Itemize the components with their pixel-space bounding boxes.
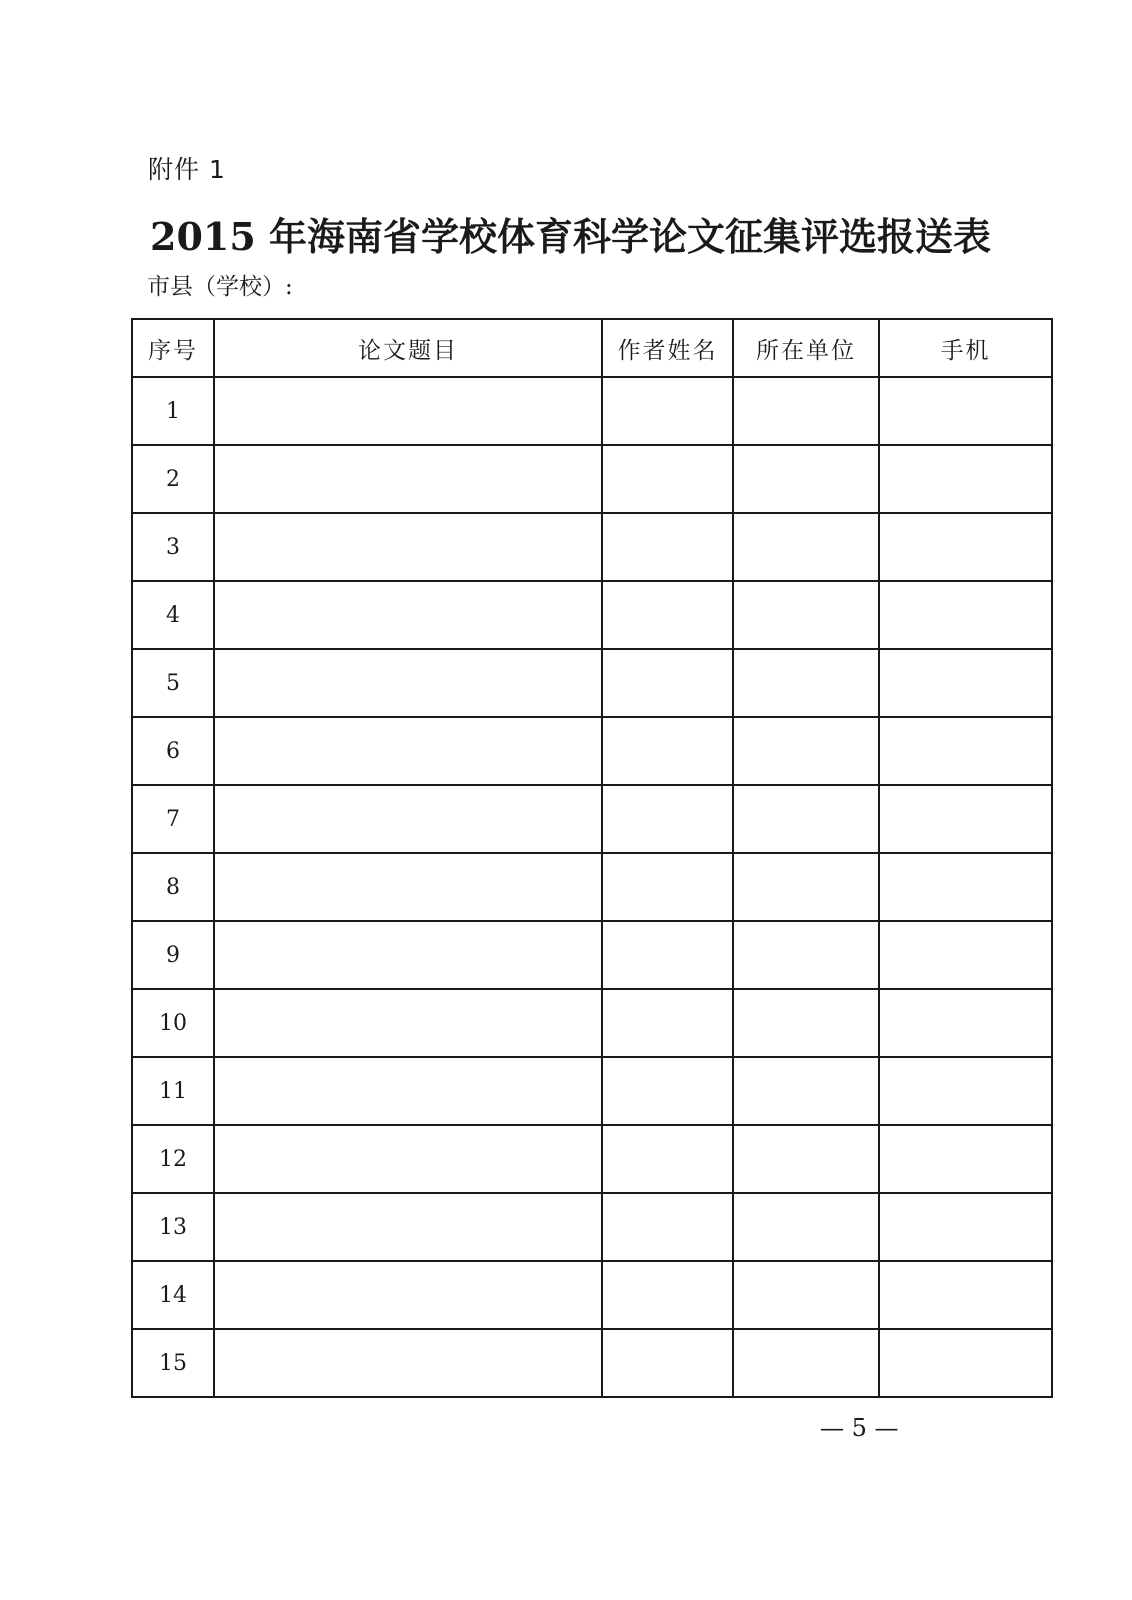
row-number: 13 bbox=[132, 1193, 214, 1261]
paper-title-cell[interactable] bbox=[214, 377, 602, 445]
author-name-cell[interactable] bbox=[602, 1125, 733, 1193]
phone-cell[interactable] bbox=[879, 1261, 1052, 1329]
table-row bbox=[132, 1261, 1052, 1329]
affiliation-cell[interactable] bbox=[733, 1057, 879, 1125]
affiliation-cell[interactable] bbox=[733, 513, 879, 581]
affiliation-cell[interactable] bbox=[733, 785, 879, 853]
author-name-cell[interactable] bbox=[602, 1193, 733, 1261]
paper-title-cell[interactable] bbox=[214, 1193, 602, 1261]
row-number: 8 bbox=[132, 853, 214, 921]
paper-title-cell[interactable] bbox=[214, 989, 602, 1057]
paper-title-cell[interactable] bbox=[214, 853, 602, 921]
author-name-cell[interactable] bbox=[602, 717, 733, 785]
table-row bbox=[132, 989, 1052, 1057]
phone-cell[interactable] bbox=[879, 717, 1052, 785]
table-row bbox=[132, 785, 1052, 853]
row-number: 6 bbox=[132, 717, 214, 785]
paper-title-cell[interactable] bbox=[214, 445, 602, 513]
phone-cell[interactable] bbox=[879, 921, 1052, 989]
table-row bbox=[132, 1329, 1052, 1397]
author-name-cell[interactable] bbox=[602, 1329, 733, 1397]
affiliation-cell[interactable] bbox=[733, 853, 879, 921]
table-header-row bbox=[132, 319, 1052, 377]
row-number: 7 bbox=[132, 785, 214, 853]
author-name-cell[interactable] bbox=[602, 853, 733, 921]
affiliation-cell[interactable] bbox=[733, 1329, 879, 1397]
affiliation-cell[interactable] bbox=[733, 1261, 879, 1329]
paper-title-cell[interactable] bbox=[214, 513, 602, 581]
header-index: 序号 bbox=[132, 319, 214, 377]
attachment-label: 附件 1 bbox=[148, 155, 226, 184]
author-name-cell[interactable] bbox=[602, 377, 733, 445]
affiliation-cell[interactable] bbox=[733, 1125, 879, 1193]
paper-title-cell[interactable] bbox=[214, 1057, 602, 1125]
phone-cell[interactable] bbox=[879, 1125, 1052, 1193]
author-name-cell[interactable] bbox=[602, 1261, 733, 1329]
phone-cell[interactable] bbox=[879, 853, 1052, 921]
phone-cell[interactable] bbox=[879, 785, 1052, 853]
author-name-cell[interactable] bbox=[602, 649, 733, 717]
paper-title-cell[interactable] bbox=[214, 1261, 602, 1329]
author-name-cell[interactable] bbox=[602, 445, 733, 513]
row-number: 3 bbox=[132, 513, 214, 581]
paper-title-cell[interactable] bbox=[214, 581, 602, 649]
row-number: 5 bbox=[132, 649, 214, 717]
row-number: 15 bbox=[132, 1329, 214, 1397]
header-phone: 手机 bbox=[879, 319, 1052, 377]
page-number: — 5 — bbox=[820, 1414, 899, 1442]
table-row bbox=[132, 921, 1052, 989]
row-number: 4 bbox=[132, 581, 214, 649]
author-name-cell[interactable] bbox=[602, 581, 733, 649]
table-body bbox=[132, 377, 1052, 1397]
paper-title-cell[interactable] bbox=[214, 649, 602, 717]
header-author-name: 作者姓名 bbox=[602, 319, 733, 377]
affiliation-cell[interactable] bbox=[733, 989, 879, 1057]
affiliation-cell[interactable] bbox=[733, 445, 879, 513]
unit-label: 市县（学校）: bbox=[147, 274, 293, 300]
header-paper-title: 论文题目 bbox=[214, 319, 602, 377]
phone-cell[interactable] bbox=[879, 377, 1052, 445]
phone-cell[interactable] bbox=[879, 1057, 1052, 1125]
paper-title-cell[interactable] bbox=[214, 717, 602, 785]
paper-title-cell[interactable] bbox=[214, 921, 602, 989]
row-number: 2 bbox=[132, 445, 214, 513]
paper-title-cell[interactable] bbox=[214, 1329, 602, 1397]
row-number: 14 bbox=[132, 1261, 214, 1329]
author-name-cell[interactable] bbox=[602, 785, 733, 853]
table-row bbox=[132, 445, 1052, 513]
table-row bbox=[132, 1193, 1052, 1261]
author-name-cell[interactable] bbox=[602, 921, 733, 989]
author-name-cell[interactable] bbox=[602, 1057, 733, 1125]
row-number: 9 bbox=[132, 921, 214, 989]
affiliation-cell[interactable] bbox=[733, 377, 879, 445]
affiliation-cell[interactable] bbox=[733, 581, 879, 649]
table-row bbox=[132, 853, 1052, 921]
author-name-cell[interactable] bbox=[602, 989, 733, 1057]
author-name-cell[interactable] bbox=[602, 513, 733, 581]
table-row bbox=[132, 513, 1052, 581]
phone-cell[interactable] bbox=[879, 445, 1052, 513]
row-number: 11 bbox=[132, 1057, 214, 1125]
paper-title-cell[interactable] bbox=[214, 785, 602, 853]
phone-cell[interactable] bbox=[879, 1193, 1052, 1261]
table-row bbox=[132, 377, 1052, 445]
affiliation-cell[interactable] bbox=[733, 921, 879, 989]
table-row bbox=[132, 649, 1052, 717]
phone-cell[interactable] bbox=[879, 513, 1052, 581]
affiliation-cell[interactable] bbox=[733, 1193, 879, 1261]
table-row bbox=[132, 581, 1052, 649]
affiliation-cell[interactable] bbox=[733, 717, 879, 785]
table-row bbox=[132, 1057, 1052, 1125]
submission-table bbox=[131, 318, 1053, 1398]
row-number: 1 bbox=[132, 377, 214, 445]
affiliation-cell[interactable] bbox=[733, 649, 879, 717]
phone-cell[interactable] bbox=[879, 649, 1052, 717]
document-title: 2015 年海南省学校体育科学论文征集评选报送表 bbox=[150, 214, 991, 259]
header-affiliation: 所在单位 bbox=[733, 319, 879, 377]
table-row bbox=[132, 1125, 1052, 1193]
phone-cell[interactable] bbox=[879, 581, 1052, 649]
row-number: 12 bbox=[132, 1125, 214, 1193]
phone-cell[interactable] bbox=[879, 989, 1052, 1057]
table-row bbox=[132, 717, 1052, 785]
paper-title-cell[interactable] bbox=[214, 1125, 602, 1193]
phone-cell[interactable] bbox=[879, 1329, 1052, 1397]
row-number: 10 bbox=[132, 989, 214, 1057]
